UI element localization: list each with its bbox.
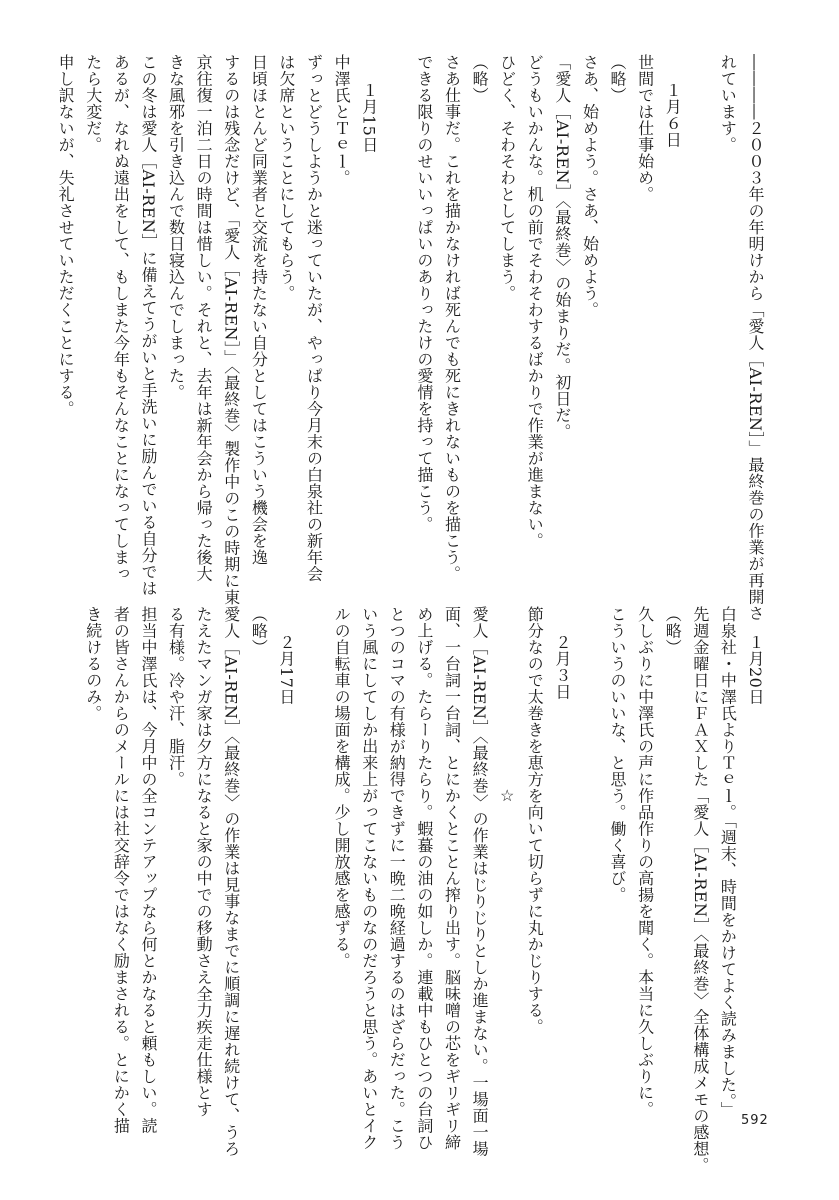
text-line: 愛人［AI-REN］〈最終巻〉の作業はじりじりとしか進まない。一場面一場 — [470, 606, 490, 1158]
text-line: さあ仕事だ。これを描かなければ死んでも死にきれないものを描こう。 — [442, 54, 462, 582]
text-line: は欠席ということにしてもらう。 — [276, 54, 296, 302]
blank-line — [383, 54, 411, 574]
text-line: 中澤氏とＴｅｌ。 — [332, 54, 352, 186]
text-line: こういうのいいな、と思う。働く喜び。 — [608, 606, 628, 903]
text-line: 京往復一泊二日の時間は惜しい。それと、去年は新年会から帰った後大 — [194, 54, 214, 582]
text-line: いう風にしてしか出来上がってこないものなのだろうと思う。あいとイク — [359, 606, 379, 1151]
text-line: ルの自転車の場面を構成。少し開放感を感ずる。 — [332, 606, 352, 969]
text-line: （略） — [249, 606, 269, 656]
text-line: ――――２００３年の年明けから「愛人［AI-REN］」最終巻の作業が再開さ — [746, 54, 765, 622]
diary-date: １月６日 — [663, 82, 683, 148]
text-line: 者の皆さんからのメールには社交辞令ではなく励まされる。とにかく描 — [111, 606, 131, 1134]
text-line: あるが、なれぬ遠出をして、もしまた今年もそんなことになってしまっ — [111, 54, 131, 582]
upper-text-block — [56, 54, 769, 622]
text-line: （略） — [470, 54, 490, 104]
text-line: （略） — [608, 54, 628, 104]
text-line: る有様。冷や汗、脂汗。 — [166, 606, 186, 788]
text-line: この冬は愛人［AI-REN］に備えてうがいと手洗いに励んでいる自分では — [138, 54, 158, 597]
text-line: ずっとどうしようかと迷っていたが、やっぱり今月末の白泉社の新年会 — [304, 54, 324, 582]
text-line: き続けるのみ。 — [83, 606, 103, 722]
text-line: （略） — [663, 606, 683, 656]
diary-date: １月15日 — [359, 82, 379, 153]
text-line: 面、一台詞一台詞、とにかくとことん搾り出す。脳味噌の芯をギリギリ締 — [442, 606, 462, 1151]
text-line: さあ、始めよう。さあ、始めよう。 — [580, 54, 600, 318]
text-line: 節分なので太巻きを恵方を向いて切らずに丸かじりする。 — [525, 606, 545, 1035]
text-line: たえたマンガ家は夕方になると家の中での移動さえ全力疾走仕様とす — [194, 606, 214, 1118]
star-separator: ☆ — [497, 786, 517, 806]
blank-line — [300, 606, 328, 1126]
text-line: 申し訳ないが、失礼させていただくことにする。 — [56, 54, 76, 417]
text-line: 先週金曜日にＦＡＸした「愛人［AI-REN］〈最終巻〉全体構成メモの感想。 — [690, 606, 710, 1174]
diary-date: ２月３日 — [552, 634, 572, 700]
text-line: どうもいかんな。机の前でそわそわするばかりで作業が進まない。 — [525, 54, 545, 549]
text-line: きな風邪を引き込んで数日寝込んでしまった。 — [166, 54, 186, 401]
text-line: ひどく、そわそわとしてしまう。 — [497, 54, 517, 302]
text-line: れています。 — [718, 54, 738, 153]
text-line: 日頃ほとんど同業者と交流を持たない自分としてはこういう機会を逸 — [249, 54, 269, 566]
text-line: 担当中澤氏は、今月中の全コンテアップなら何とかなると頼もしい。読 — [138, 606, 158, 1134]
text-line: とつのコマの有様が納得できずに一晩二晩経過するのはざらだった。こう — [387, 606, 407, 1151]
text-line: 白泉社・中澤氏よりＴｅｌ。「週末、時間をかけてよく読みました。」 — [718, 606, 738, 1118]
text-line: め上げる。たらーりたらり。蝦蟇の油の如しか。連載中もひとつの台詞ひ — [414, 606, 434, 1151]
blank-line — [686, 54, 714, 574]
diary-date: １月20日 — [746, 634, 765, 705]
text-line: 世間では仕事始め。 — [635, 54, 655, 203]
lower-text-block — [69, 606, 769, 1174]
diary-date: ２月17日 — [276, 634, 296, 705]
text-line: するのは残念だけど、「愛人［AI-REN］」〈最終巻〉製作中のこの時期に東 — [221, 54, 241, 606]
text-line: できる限りのせいいっぱいのありったけの愛情を持って描こう。 — [414, 54, 434, 533]
text-line: 愛人［AI-REN］〈最終巻〉の作業は見事なまでに順調に遅れ続けて、うろ — [221, 606, 241, 1158]
text-line: 「愛人［AI-REN］〈最終巻〉の始まりだ。初日だ。 — [552, 54, 572, 441]
page-number: 592 — [741, 1113, 769, 1128]
text-line: たら大変だ。 — [83, 54, 103, 153]
blank-line — [576, 606, 604, 1126]
text-line: 久しぶりに中澤氏の声に作品作りの高揚を聞く。本当に久しぶりに。 — [635, 606, 655, 1118]
